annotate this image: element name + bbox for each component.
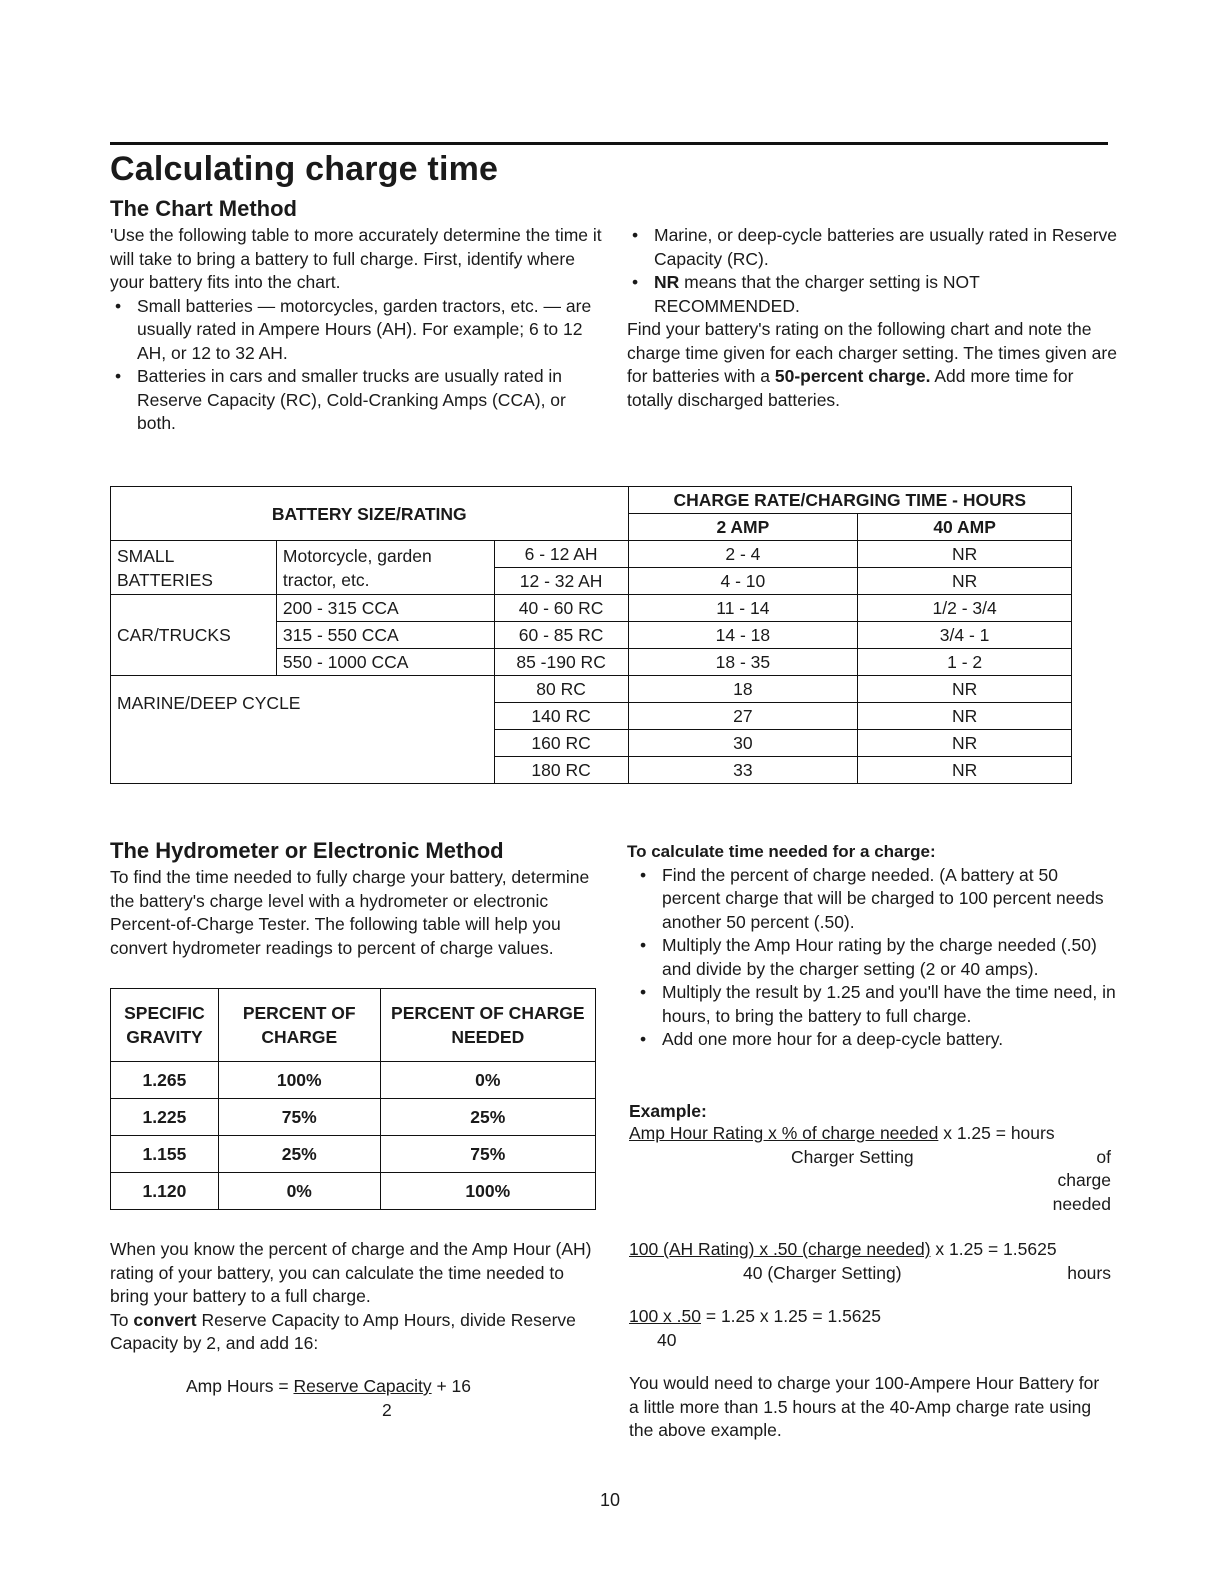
table-row xyxy=(111,1136,596,1173)
top-rule xyxy=(110,142,1108,145)
chart-method-intro: 'Use the following table to more accurately determine the time it will take to bring a battery to full charge. First, identify where your battery fits into the chart. xyxy=(110,225,602,292)
page-title: Calculating charge time xyxy=(110,150,499,188)
formula-lhs: Amp Hours = xyxy=(186,1376,294,1396)
gravity-cell: 1.155 xyxy=(111,1136,219,1173)
rating-cell: 160 RC xyxy=(494,730,628,757)
ex1-rest: x 1.25 = hours xyxy=(938,1123,1055,1143)
convert-pre: To xyxy=(110,1309,134,1330)
chart-instructions xyxy=(627,318,1122,412)
battery-chart-table xyxy=(110,486,1072,784)
hydrometer-after-text: When you know the percent of charge and the Amp Hour (AH) rating of your battery, you can calculate the time needed to bring your battery to a full charge. xyxy=(110,1239,592,1306)
example-formula-numeric xyxy=(629,1238,1111,1285)
bullet-marine: • Marine, or deep-cycle batteries are usually rated in Reserve Capacity (RC). xyxy=(627,224,1122,271)
col-percent-charge: PERCENT OF CHARGE xyxy=(218,989,380,1062)
convert-bold: convert xyxy=(133,1309,197,1330)
rating-cell: 40 - 60 RC xyxy=(494,595,628,622)
ex1-of: of xyxy=(1096,1146,1111,1167)
battery-size-header: BATTERY SIZE/RATING xyxy=(111,487,629,541)
calc-step: • Add one more hour for a deep-cycle battery. xyxy=(635,1028,1117,1052)
percent-cell: 100% xyxy=(218,1062,380,1099)
table-row xyxy=(111,1173,596,1210)
table-row xyxy=(111,676,1072,703)
chart-instructions-tail: Add more time for totally discharged batteries. xyxy=(627,366,1074,410)
needed-cell: 0% xyxy=(380,1062,595,1099)
time-40amp-cell: NR xyxy=(858,568,1072,595)
amp-hours-formula xyxy=(186,1375,586,1422)
ex3-line xyxy=(629,1305,1111,1329)
ex1-denominator: Charger Setting xyxy=(791,1146,914,1167)
hydrometer-intro: To find the time needed to fully charge your battery, determine the battery's charge level with a hydrometer or electronic Percent-of-Charge Tester. The following table will help you convert hydrometer readings to percent of charge values. xyxy=(110,867,590,958)
time-2amp-cell: 18 xyxy=(628,676,858,703)
example-conclusion: You would need to charge your 100-Ampere Hour Battery for a little more than 1.5 hours at the 40-Amp charge rate using the above example. xyxy=(629,1373,1100,1440)
cca-cell: 315 - 550 CCA xyxy=(276,622,494,649)
time-40amp-cell: NR xyxy=(858,703,1072,730)
ex1-charge: charge xyxy=(1057,1170,1111,1190)
chart-method-right xyxy=(627,224,1122,412)
time-2amp-cell: 18 - 35 xyxy=(628,649,858,676)
needed-cell: 25% xyxy=(380,1099,595,1136)
needed-cell: 75% xyxy=(380,1136,595,1173)
ex1-needed: needed xyxy=(1052,1193,1111,1214)
calc-step: • Multiply the result by 1.25 and you'll have the time need, in hours, to bring the battery to full charge. xyxy=(635,981,1117,1028)
ex2-second-line xyxy=(629,1262,1111,1286)
time-2amp-cell: 11 - 14 xyxy=(628,595,858,622)
ex1-line xyxy=(629,1122,1111,1146)
cca-cell: 550 - 1000 CCA xyxy=(276,649,494,676)
ex2-hours: hours xyxy=(1067,1262,1111,1283)
formula-numerator: Reserve Capacity xyxy=(293,1376,432,1396)
ex2-numerator: 100 (AH Rating) x .50 (charge needed) xyxy=(629,1239,931,1259)
col-40amp-header: 40 AMP xyxy=(858,514,1072,541)
gravity-cell: 1.265 xyxy=(111,1062,219,1099)
time-40amp-cell: 1/2 - 3/4 xyxy=(858,595,1072,622)
group-car-trucks: CAR/TRUCKS xyxy=(111,595,277,676)
convert-post: Reserve Capacity to Amp Hours, divide Reserve Capacity by 2, and add 16: xyxy=(110,1309,576,1353)
ex2-line xyxy=(629,1238,1111,1262)
time-2amp-cell: 33 xyxy=(628,757,858,784)
needed-cell: 100% xyxy=(380,1173,595,1210)
hydrometer-header-row xyxy=(111,989,596,1062)
calc-heading: To calculate time needed for a charge: xyxy=(627,842,936,861)
time-40amp-cell: NR xyxy=(858,757,1072,784)
rating-cell: 6 - 12 AH xyxy=(494,541,628,568)
calc-bullets xyxy=(635,864,1117,1052)
gravity-cell: 1.120 xyxy=(111,1173,219,1210)
example-formula-simplified xyxy=(629,1305,1111,1352)
formula-denominator: 2 xyxy=(382,1399,392,1420)
nr-definition: means that the charger setting is NOT RECOMMENDED. xyxy=(654,272,980,316)
percent-cell: 0% xyxy=(218,1173,380,1210)
formula-rest: + 16 xyxy=(431,1376,472,1396)
table-row xyxy=(111,595,1072,622)
calc-step: • Multiply the Amp Hour rating by the charge needed (.50) and divide by the charger setting (2 or 40 amps). xyxy=(635,934,1117,981)
bullet-small-batteries: • Small batteries — motorcycles, garden tractors, etc. — are usually rated in Ampere Hours (AH). For example; 6 to 12 AH, or 12 to 32 AH. xyxy=(110,295,605,366)
gravity-cell: 1.225 xyxy=(111,1099,219,1136)
time-2amp-cell: 27 xyxy=(628,703,858,730)
rating-cell: 140 RC xyxy=(494,703,628,730)
ex3-denominator: 40 xyxy=(657,1329,677,1350)
small-batteries-desc: Motorcycle, garden tractor, etc. xyxy=(276,541,494,595)
table-row xyxy=(111,1062,596,1099)
bullet-nr xyxy=(627,271,1122,318)
rating-cell: 80 RC xyxy=(494,676,628,703)
ex1-numerator: Amp Hour Rating x % of charge needed xyxy=(629,1123,939,1143)
hydrometer-after xyxy=(110,1238,600,1356)
chart-instructions-bold: 50-percent charge. xyxy=(774,366,931,386)
page-number: 10 xyxy=(600,1490,621,1510)
nr-term: NR xyxy=(654,272,680,292)
col-2amp-header: 2 AMP xyxy=(628,514,858,541)
group-small-batteries: SMALL BATTERIES xyxy=(111,541,277,595)
percent-cell: 75% xyxy=(218,1099,380,1136)
time-2amp-cell: 30 xyxy=(628,730,858,757)
example-label: Example: xyxy=(629,1101,707,1121)
bullet-car-batteries: • Batteries in cars and smaller trucks are usually rated in Reserve Capacity (RC), Cold-Cranking Amps (CCA), or both. xyxy=(110,365,605,436)
convert-instructions xyxy=(110,1309,600,1356)
time-40amp-cell: 1 - 2 xyxy=(858,649,1072,676)
calc-step: • Find the percent of charge needed. (A battery at 50 percent charge that will be charged to 100 percent needs another 50 percent (.50). xyxy=(635,864,1117,935)
time-2amp-cell: 2 - 4 xyxy=(628,541,858,568)
rating-cell: 180 RC xyxy=(494,757,628,784)
time-40amp-cell: NR xyxy=(858,676,1072,703)
time-2amp-cell: 4 - 10 xyxy=(628,568,858,595)
ex2-rest: x 1.25 = 1.5625 xyxy=(930,1239,1057,1259)
calc-section xyxy=(627,840,1117,1052)
col-percent-needed: PERCENT OF CHARGE NEEDED xyxy=(380,989,595,1062)
formula-line xyxy=(186,1375,586,1399)
chart-method-left xyxy=(110,224,605,436)
time-40amp-cell: 3/4 - 1 xyxy=(858,622,1072,649)
chart-instructions-text: Find your battery's rating on the following chart and note the charge time given for each charger setting. The times given are for batteries with a xyxy=(627,319,1117,386)
group-marine-label: MARINE/DEEP CYCLE xyxy=(117,693,301,713)
charge-time-header: CHARGE RATE/CHARGING TIME - HOURS xyxy=(628,487,1071,514)
chart-method-heading: The Chart Method xyxy=(110,196,297,221)
example-formula-general xyxy=(629,1122,1111,1216)
rating-cell: 60 - 85 RC xyxy=(494,622,628,649)
table-row xyxy=(111,1099,596,1136)
time-40amp-cell: NR xyxy=(858,541,1072,568)
ex1-second-line xyxy=(629,1146,1111,1170)
ex2-denominator: 40 (Charger Setting) xyxy=(743,1262,902,1283)
hydrometer-heading: The Hydrometer or Electronic Method xyxy=(110,838,504,863)
cca-cell: 200 - 315 CCA xyxy=(276,595,494,622)
chart-method-right-bullets xyxy=(627,224,1122,318)
rating-cell: 12 - 32 AH xyxy=(494,568,628,595)
rating-cell: 85 -190 RC xyxy=(494,649,628,676)
time-40amp-cell: NR xyxy=(858,730,1072,757)
chart-method-bullets xyxy=(110,295,605,436)
hydrometer-table xyxy=(110,988,596,1210)
col-specific-gravity: SPECIFIC GRAVITY xyxy=(111,989,219,1062)
time-2amp-cell: 14 - 18 xyxy=(628,622,858,649)
percent-cell: 25% xyxy=(218,1136,380,1173)
ex3-rest: = 1.25 x 1.25 = 1.5625 xyxy=(701,1306,882,1326)
group-marine xyxy=(111,676,495,784)
ex3-numerator: 100 x .50 xyxy=(629,1306,701,1326)
table-row xyxy=(111,541,1072,568)
